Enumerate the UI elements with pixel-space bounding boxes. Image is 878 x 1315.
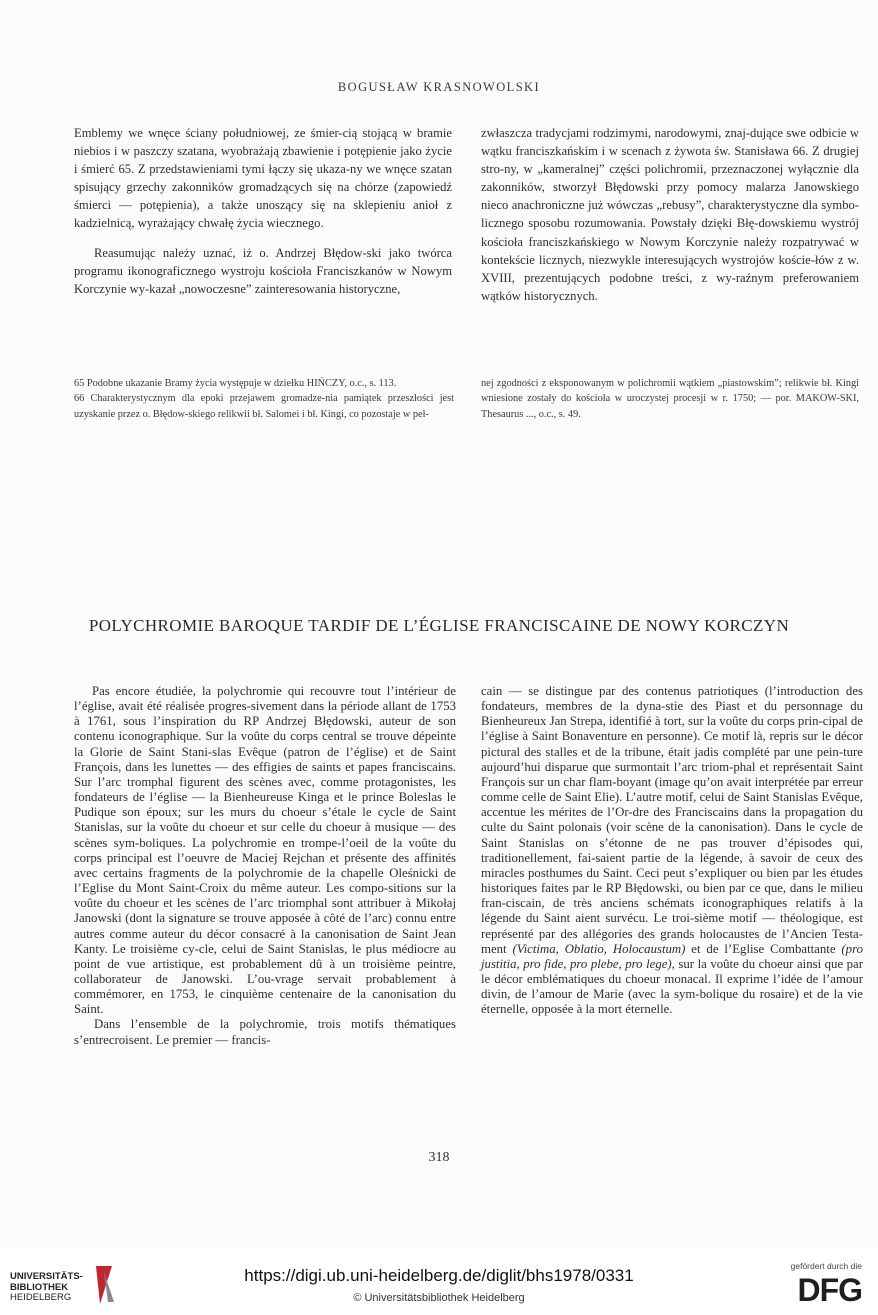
footnotes-right — [481, 376, 859, 422]
polish-text-right-column — [481, 124, 859, 305]
text-run: cain — se distingue par des contenus patriotiques (l’introduction des fondateurs, membres de la dyna-stie des Piast et du personnage du Bienheureux Jan Strepa, identifié à tort, sur la voûte du corps prin-cipal de l’église à Saint Bonaventure en personne). Ce motif là, repris sur le décor pictural des stalles et de la tribune, était jadis complété par une pein-ture aujourd’hui disparue que surmontait l’arc triom-phal et représentait Saint François sur un char flam-boyant (image qu’on avait interprétée par erreur comme celle de Saint Elie). L’autre motif, celui de Saint Stanislas Evêque, accentue les mérites de l’Or-dre des Franciscains dans la propagation du culte du Saint polonais (voir scène de la canonisation). Dans le cycle de Saint Stanislas on s’étonne de ne pas trouver d’épisodes qui, traditionellement, fai-saient partie de la légende, à savoir de ceux des miracles posthumes du Saint. Ceci peut s’expliquer ou bien par les études historiques faites par le RP Błędowski, ou bien par ce que, dans le milieu fran-ciscain, de très anciens schémats iconographiques relatifs à la légende du Saint aient survécu. Le troi-sième motif — théologique, est représenté par des allégories des grands holocaustes de l’Ancien Testa-ment — [481, 684, 863, 956]
paragraph: Reasumując należy uznać, iż o. Andrzej Błędow-ski jako twórca programu ikonograficznego wystroju kościoła Franciszkanów w Nowym Korczynie wy-kazał „nowoczesne” zainteresowania historyczne, — [74, 245, 452, 296]
dfg-logo[interactable]: DFG — [797, 1272, 862, 1308]
text-run: et de l’Eglise Combattante — [685, 941, 842, 956]
footnote-66: 66 Charakterystycznym dla epoki przejawem gromadze-nia pamiątek przeszłości jest uzyskanie przez o. Błędow-skiego relikwii bł. Salomei i bł. Kingi, co pozostaje w peł- — [74, 393, 454, 420]
page-number: 318 — [428, 1150, 450, 1165]
italic-run: (Victima, Oblatio, Holocaustum) — [512, 941, 686, 956]
copyright-notice: © Universitätsbibliothek Heidelberg — [353, 1292, 525, 1304]
library-name-line: UNIVERSITÄTS- — [10, 1271, 83, 1282]
text-run: , sur la voûte du choeur ainsi que par le décor emblématiques du choeur monacal. Il exprime l’idée de l’amour divin, de l’amour de Marie (avec la sym-bolique du rosaire) et de la vie éternelle, opposée à la mort éternelle. — [481, 956, 863, 1017]
italic-run: (pro justitia, pro fide, pro plebe, pro lege) — [481, 941, 863, 971]
library-name-line: HEIDELBERG — [10, 1292, 72, 1303]
summary-heading: POLYCHROMIE BAROQUE TARDIF DE L’ÉGLISE FRANCISCAINE DE NOWY KORCZYN — [88, 616, 790, 635]
paragraph: zwłaszcza tradycjami rodzimymi, narodowymi, znaj-dujące swe odbicie w wątku franciszkańskim i w scenach z żywota św. Stanisława 66. Z drugiej stro-ny, w „kameralnej” części polichromii, przeznaczonej wyłącznie dla zakonników, stworzył Błędowski przy pomocy malarza Janowskiego nieco anachroniczne już wówczas „rebusy”, charakterystyczne dla symbo-licznego sposobu rozumowania. Powstały dzięki Błę-dowskiemu wystrój kościoła franciszkańskiego w Nowym Korczynie należy rozpatrywać w kontekście licznych, niezwykle interesujących wystrojów koście-łów z w. XVIII, prezentujących podobne treści, z wy-raźnym preferowaniem wątków historycznych. — [481, 126, 859, 303]
paragraph: Dans l’ensemble de la polychromie, trois motifs thématiques s’entrecroisent. Le premier — francis- — [74, 1017, 456, 1047]
footnotes-left — [74, 376, 454, 422]
paragraph: Pas encore étudiée, la polychromie qui recouvre tout l’intérieur de l’église, avait été réalisée progres-sivement dans la période allant de 1753 à 1761, sous l’inspiration du RP Andrzej Błędowski, auteur de son contenu iconographique. Sur la voûte du corps central se trouve dépeinte la Glorie de Saint Stani-slas Evêque (patron de l’église) et de Saint François, dans les lunettes — des effigies de saints et papes franciscains. Sur l’arc tromphal figurent des scènes avec, comme protagonistes, les fondateurs de l’église — la Bienheureuse Kinga et le prince Boleslas le Pudique son époux; sur les murs du choeur s’étale le cycle de Saint Stanislas, sur la voûte du choeur et sur celle du choeur à musique — des scènes sym-boliques. La polychromie en trompe-l’oeil de la voûte du corps principal est l’oeuvre de Maciej Rejchan et présente des affinités avec certains fragments de la polychromie de la chapelle Oleśnicki de l’Eglise du Mont Saint-Croix du même auteur. Les compo-sitions sur la voûte du choeur et les scènes de l’arc triomphal sont attribuer à Mikołaj Janowski (dont la signature se trouve apposée à côté de l’arc) connu entre autres comme auteur du décor consacré à la canonisation de Saint Jean Kanty. Le troisième cy-cle, celui de Saint Stanislas, le plus médiocre au point de vue artistique, est probablement dû à un troisième peintre, collaborateur de Janowski. L’ou-vrage servait probablement à commémorer, en 1753, le cinquième centenaire de la canonisation du Saint. — [74, 684, 456, 1017]
paragraph: Emblemy we wnęce ściany południowej, ze śmier-cią stojącą w bramie niebios i w paszczy szatana, wyobrażają zbawienie i potępienie jako życie i śmierć 65. Z przedstawieniami tymi łączy się ukaza-ny we wnęce szatan spisujący grzechy zakonników gromadzących się na chórze (zapowiedź śmierci — potępienia), a także unoszący się na sklepieniu anioł z kadzielnicą, wyrażający chwałę życia wiecznego. — [74, 126, 452, 231]
footnote-65: 65 Podobne ukazanie Bramy życia występuje w dziełku HIŃCZY, o.c., s. 113. — [74, 378, 397, 389]
french-summary-left-column — [74, 684, 456, 1048]
running-head: BOGUSŁAW KRASNOWOLSKI — [337, 80, 541, 94]
french-summary-right-column — [481, 684, 863, 1017]
library-name-line: BIBLIOTHEK — [10, 1281, 69, 1293]
funding-caption: gefördert durch die — [790, 1261, 862, 1271]
polish-text-left-column — [74, 124, 452, 298]
digitization-footer — [0, 1248, 878, 1315]
permalink-url[interactable]: https://digi.ub.uni-heidelberg.de/diglit/bhs1978/0331 — [244, 1266, 634, 1285]
paragraph — [481, 684, 863, 1017]
footnote-66-continued: nej zgodności z eksponowanym w polichromii wątkiem „piastowskim”; relikwie bł. Kingi wniesione zostały do kościoła w uroczystej procesji w r. 1750; — por. MAKOW-SKI, Thesaurus ..., o.c., s. 49. — [481, 378, 859, 420]
